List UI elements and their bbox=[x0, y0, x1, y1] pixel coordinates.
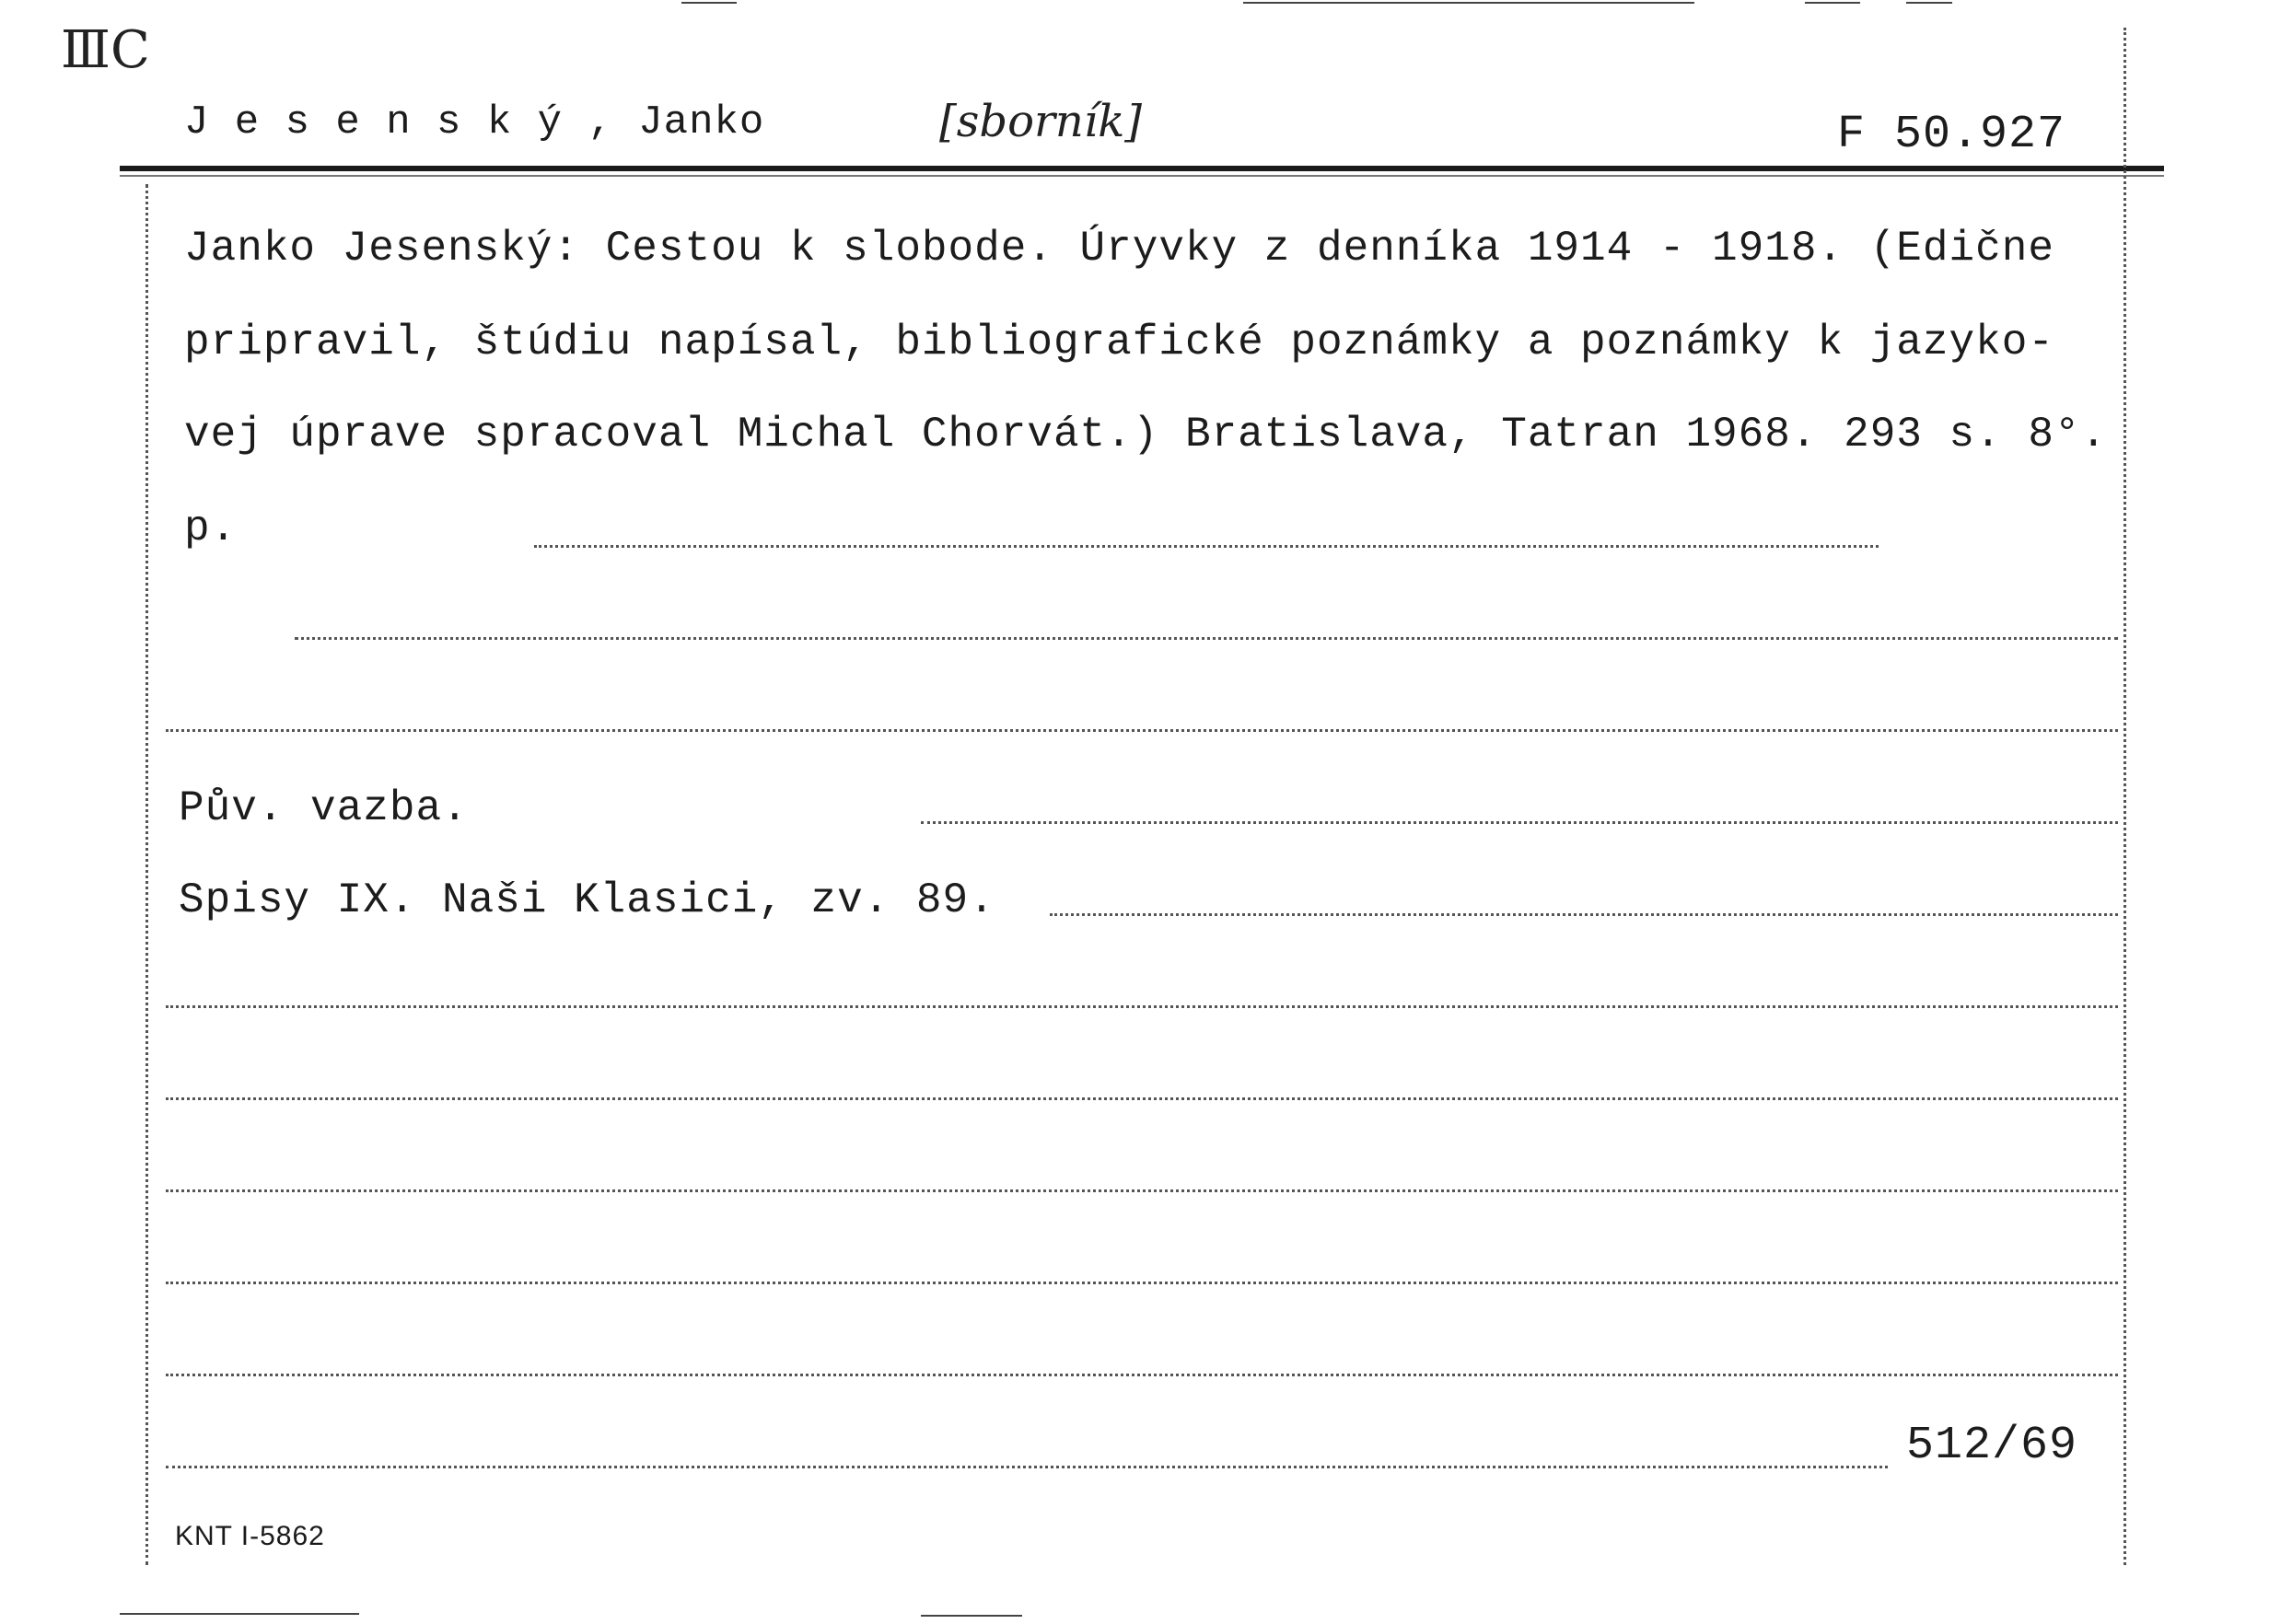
left-margin-line bbox=[145, 184, 148, 1565]
guide-line bbox=[295, 637, 2118, 640]
series-note: Spisy IX. Naši Klasici, zv. 89. bbox=[179, 876, 995, 924]
printer-code: KNT I-5862 bbox=[175, 1521, 325, 1551]
description-line-1: Janko Jesenský: Cestou k slobode. Úryvky z denníka 1914 - 1918. (Edične bbox=[184, 225, 2054, 273]
guide-line bbox=[166, 1005, 2118, 1008]
edge-mark bbox=[1906, 2, 1952, 4]
binding-note: Pův. vazba. bbox=[179, 784, 469, 832]
heading-rule bbox=[120, 166, 2164, 171]
edge-mark bbox=[1805, 2, 1860, 4]
guide-line bbox=[166, 1189, 2118, 1192]
guide-line bbox=[166, 1282, 2118, 1284]
description-line-4: p. bbox=[184, 505, 238, 552]
guide-line bbox=[921, 821, 2118, 824]
edge-mark bbox=[681, 2, 737, 4]
guide-line bbox=[166, 1466, 1888, 1468]
handwritten-note: [sborník] bbox=[939, 96, 1143, 147]
description-line-3: vej úprave spracoval Michal Chorvát.) Bratislava, Tatran 1968. 293 s. 8°. bbox=[184, 411, 2108, 458]
call-number: F 50.927 bbox=[1837, 109, 2066, 161]
guide-line bbox=[534, 545, 1879, 548]
description-line-2: pripravil, štúdiu napísal, bibliografické poznámky a poznámky k jazyko- bbox=[184, 319, 2054, 366]
edge-mark bbox=[921, 1615, 1022, 1617]
edge-mark bbox=[1243, 2, 1694, 4]
guide-line bbox=[1050, 913, 2118, 916]
author-heading: J e s e n s k ý , Janko bbox=[184, 99, 765, 145]
edge-mark bbox=[120, 1613, 359, 1615]
guide-line bbox=[166, 1097, 2118, 1100]
corner-mark: ⅢC bbox=[61, 20, 150, 80]
right-margin-line bbox=[2124, 28, 2126, 1565]
guide-line bbox=[166, 729, 2118, 732]
heading-rule-secondary bbox=[120, 175, 2164, 177]
accession-number: 512/69 bbox=[1906, 1420, 2078, 1472]
guide-line bbox=[166, 1374, 2118, 1376]
